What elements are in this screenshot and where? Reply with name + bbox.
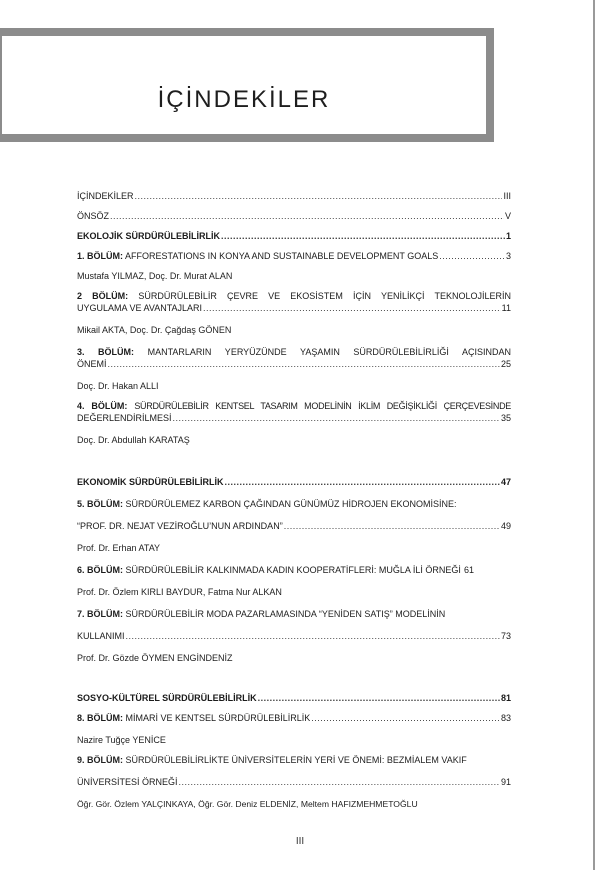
chapter-title: SÜRDÜRÜLEMEZ KARBON ÇAĞINDAN GÜNÜMÜZ HİDROJEN EKONOMİSİNE: (125, 499, 457, 509)
chapter-title: MANTARLARIN YERYÜZÜNDE YAŞAMIN SÜRDÜRÜLEBİLİRLİĞİ AÇISINDAN (147, 347, 511, 357)
title-frame (0, 28, 494, 142)
chapter-authors: Mikail AKTA, Doç. Dr. Çağdaş GÖNEN (77, 325, 232, 335)
toc-section-ecological[interactable] (77, 230, 511, 242)
chapter-authors: Nazire Tuğçe YENİCE (77, 735, 166, 745)
chapter-title: MİMARİ VE KENTSEL SÜRDÜRÜLEBİLİRLİK (125, 713, 311, 723)
leader-dots (179, 776, 500, 788)
chapter-page: 49 (500, 521, 511, 531)
chapter-number: 5. BÖLÜM: (77, 499, 123, 509)
toc-section-economic[interactable] (77, 476, 511, 488)
leader-dots (173, 412, 500, 424)
leader-dots (311, 712, 500, 724)
chapter-authors: Mustafa YILMAZ, Doç. Dr. Murat ALAN (77, 271, 233, 281)
section-title: EKOLOJİK SÜRDÜRÜLEBİLİRLİK (77, 231, 221, 241)
toc-chapter-8[interactable] (77, 712, 511, 724)
section-page: 81 (500, 693, 511, 703)
page-title: İÇİNDEKİLER (157, 86, 331, 113)
toc-chapter-9[interactable] (77, 754, 511, 766)
leader-dots (221, 230, 505, 242)
section-title: SOSYO-KÜLTÜREL SÜRDÜRÜLEBİLİRLİK (77, 693, 257, 703)
chapter-title: SÜRDÜRÜLEBİLİR ÇEVRE VE EKOSİSTEM İÇİN YENİLİKÇİ TEKNOLOJİLERİN (138, 291, 511, 301)
chapter-number: 6. BÖLÜM: (77, 565, 123, 575)
chapter-authors: Doç. Dr. Hakan ALLI (77, 381, 159, 391)
leader-dots (135, 190, 503, 202)
leader-dots (439, 250, 505, 262)
toc-chapter-4[interactable] (77, 400, 511, 412)
toc-chapter-3[interactable] (77, 346, 511, 358)
chapter-title-line2: ÜNİVERSİTESİ ÖRNEĞİ (77, 777, 178, 787)
toc-chapter-5[interactable] (77, 498, 511, 510)
chapter-page: 73 (500, 631, 511, 641)
chapter-number: 4. BÖLÜM: (77, 401, 128, 411)
leader-dots (110, 210, 504, 222)
chapter-title-line2: UYGULAMA VE AVANTAJLARI (77, 303, 203, 313)
leader-dots (108, 358, 500, 370)
toc-chapter-6[interactable] (77, 564, 511, 576)
page-edge-line (593, 0, 595, 870)
chapter-page: 83 (500, 713, 511, 723)
chapter-title-continued (77, 520, 511, 532)
toc-page: III (503, 191, 511, 201)
chapter-page: 11 (501, 303, 511, 313)
chapter-title-continued (77, 412, 511, 424)
chapter-authors: Prof. Dr. Gözde ÖYMEN ENGİNDENİZ (77, 653, 233, 663)
chapter-authors: Prof. Dr. Özlem KIRLI BAYDUR, Fatma Nur ALKAN (77, 587, 282, 597)
chapter-authors: Doç. Dr. Abdullah KARATAŞ (77, 435, 190, 445)
toc-section-sociocultural[interactable] (77, 692, 511, 704)
chapter-title: AFFORESTATIONS IN KONYA AND SUSTAINABLE DEVELOPMENT GOALS (125, 251, 439, 261)
toc-chapter-1[interactable] (77, 250, 511, 262)
toc-entry-contents[interactable] (77, 190, 511, 202)
chapter-title: SÜRDÜRÜLEBİLİR KENTSEL TASARIM MODELİNİN İKLİM DEĞİŞİKLİĞİ ÇERÇEVESİNDE (134, 401, 511, 411)
chapter-number: 2 BÖLÜM: (77, 291, 129, 301)
chapter-title: SÜRDÜRÜLEBİLİR MODA PAZARLAMASINDA “YENİDEN SATIŞ” MODELİNİN (125, 609, 446, 619)
chapter-title-continued (77, 358, 511, 370)
chapter-page: 3 (505, 251, 511, 261)
chapter-title-line2: ÖNEMİ (77, 359, 107, 369)
chapter-page: 35 (500, 413, 511, 423)
chapter-number: 8. BÖLÜM: (77, 713, 123, 723)
table-of-contents (77, 190, 511, 810)
toc-label: ÖNSÖZ (77, 211, 110, 221)
chapter-page: 61 (463, 565, 474, 575)
chapter-number: 3. BÖLÜM: (77, 347, 135, 357)
chapter-authors: Öğr. Gör. Özlem YALÇINKAYA, Öğr. Gör. Deniz ELDENİZ, Meltem HAFIZMEHMETOĞLU (77, 799, 418, 809)
page-number: III (295, 836, 305, 847)
chapter-title: SÜRDÜRÜLEBİLİRLİKTE ÜNİVERSİTELERİN YERİ VE ÖNEMİ: BEZMİALEM VAKIF (125, 755, 467, 765)
leader-dots (225, 476, 500, 488)
chapter-title-line2: DEĞERLENDİRİLMESİ (77, 413, 172, 423)
toc-label: İÇİNDEKİLER (77, 191, 134, 201)
toc-chapter-2[interactable] (77, 290, 511, 302)
toc-entry-preface[interactable] (77, 210, 511, 222)
chapter-authors: Prof. Dr. Erhan ATAY (77, 543, 161, 553)
chapter-number: 7. BÖLÜM: (77, 609, 123, 619)
chapter-number: 1. BÖLÜM: (77, 251, 123, 261)
chapter-title-line2: KULLANIMI (77, 631, 125, 641)
chapter-number: 9. BÖLÜM: (77, 755, 123, 765)
section-page: 1 (505, 231, 511, 241)
section-title: EKONOMİK SÜRDÜRÜLEBİLİRLİK (77, 477, 224, 487)
chapter-title-continued (77, 630, 511, 642)
toc-chapter-7[interactable] (77, 608, 511, 620)
chapter-title-continued (77, 302, 511, 314)
leader-dots (203, 302, 501, 314)
leader-dots (126, 630, 500, 642)
toc-page: V (504, 211, 511, 221)
leader-dots (284, 520, 500, 532)
chapter-page: 91 (500, 777, 511, 787)
chapter-title-line2: “PROF. DR. NEJAT VEZİROĞLU’NUN ARDINDAN” (77, 521, 283, 531)
chapter-page: 25 (500, 359, 511, 369)
chapter-title: SÜRDÜRÜLEBİLİR KALKINMADA KADIN KOOPERATİFLERİ: MUĞLA İLİ ÖRNEĞİ (125, 565, 461, 575)
leader-dots (258, 692, 500, 704)
section-page: 47 (500, 477, 511, 487)
chapter-title-continued (77, 776, 511, 788)
